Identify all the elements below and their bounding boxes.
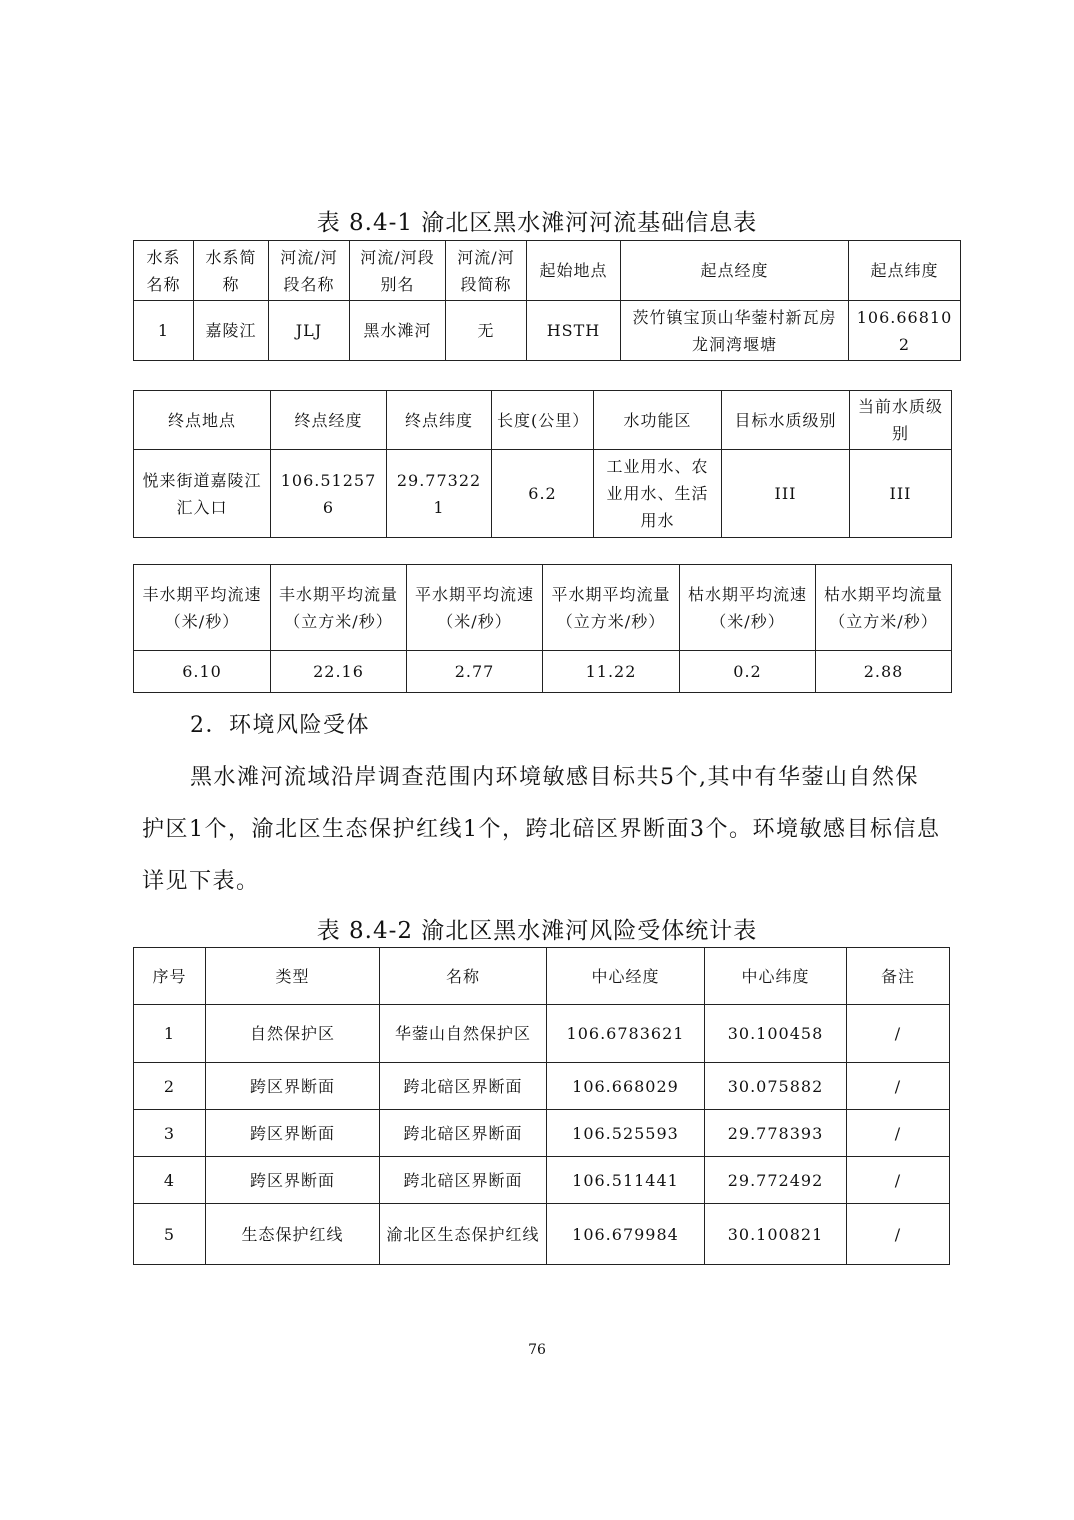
header-cell: 起始地点 <box>527 241 621 301</box>
table-cell: / <box>847 1063 950 1110</box>
table-cell: 30.100821 <box>705 1204 847 1265</box>
table-row <box>134 1157 950 1204</box>
table-cell: 自然保护区 <box>206 1005 380 1063</box>
table-cell: 无 <box>446 301 527 361</box>
table-cell: 106.512576 <box>271 450 387 538</box>
table-cell: 跨北碚区界断面 <box>380 1157 547 1204</box>
table-cell: 嘉陵江 <box>194 301 269 361</box>
table2-caption: 表 8.4-2 渝北区黑水滩河风险受体统计表 <box>316 918 758 944</box>
table1-part3 <box>133 564 952 693</box>
header-cell: 水功能区 <box>594 391 722 450</box>
header-cell: 丰水期平均流速（米/秒） <box>134 565 271 651</box>
table-cell: 29.778393 <box>705 1110 847 1157</box>
table-row <box>134 1063 950 1110</box>
header-cell: 水系名称 <box>134 241 194 301</box>
header-cell: 目标水质级别 <box>722 391 850 450</box>
table-cell: 跨区界断面 <box>206 1063 380 1110</box>
header-cell: 终点纬度 <box>387 391 492 450</box>
table-cell: 1 <box>134 301 194 361</box>
table-cell: 跨区界断面 <box>206 1110 380 1157</box>
header-cell: 水系简称 <box>194 241 269 301</box>
table-cell: 22.16 <box>271 651 407 693</box>
table-cell: 30.100458 <box>705 1005 847 1063</box>
table-cell: 29.772492 <box>705 1157 847 1204</box>
table-cell: 华蓥山自然保护区 <box>380 1005 547 1063</box>
table-cell: 2.88 <box>816 651 952 693</box>
body-paragraph: 黑水滩河流域沿岸调查范围内环境敏感目标共5个,其中有华蓥山自然保护区1个，渝北区生态保护红线1个，跨北碚区界断面3个。环境敏感目标信息详见下表。 <box>142 765 941 894</box>
table-cell: 跨北碚区界断面 <box>380 1110 547 1157</box>
header-cell: 名称 <box>380 948 547 1005</box>
table-row <box>134 1204 950 1265</box>
table-cell: 106.525593 <box>547 1110 705 1157</box>
header-cell: 序号 <box>134 948 206 1005</box>
table1-part1-header-row <box>134 241 961 301</box>
table-cell: 1 <box>134 1005 206 1063</box>
header-cell: 平水期平均流速（米/秒） <box>407 565 543 651</box>
table-cell: 30.075882 <box>705 1063 847 1110</box>
table1-part2 <box>133 390 952 538</box>
page-number: 76 <box>528 1342 546 1358</box>
table-cell: 106.511441 <box>547 1157 705 1204</box>
table-cell: JLJ <box>269 301 350 361</box>
table-cell: 茨竹镇宝顶山华蓥村新瓦房龙洞湾堰塘 <box>621 301 849 361</box>
header-cell: 丰水期平均流量（立方米/秒） <box>271 565 407 651</box>
table-cell: 生态保护红线 <box>206 1204 380 1265</box>
table-cell: 黑水滩河 <box>350 301 446 361</box>
table-cell: 悦来街道嘉陵江汇入口 <box>134 450 271 538</box>
header-cell: 终点经度 <box>271 391 387 450</box>
table-cell: 工业用水、农业用水、生活用水 <box>594 450 722 538</box>
header-cell: 起点纬度 <box>849 241 961 301</box>
table-cell: 3 <box>134 1110 206 1157</box>
table1-caption: 表 8.4-1 渝北区黑水滩河河流基础信息表 <box>316 210 758 236</box>
table-cell: 106.679984 <box>547 1204 705 1265</box>
table-row <box>134 450 952 538</box>
table-row <box>134 651 952 693</box>
header-cell: 中心经度 <box>547 948 705 1005</box>
table-cell: 5 <box>134 1204 206 1265</box>
table-cell: 4 <box>134 1157 206 1204</box>
table-cell: 106.6783621 <box>547 1005 705 1063</box>
header-cell: 当前水质级别 <box>850 391 952 450</box>
header-cell: 河流/河段名称 <box>269 241 350 301</box>
header-cell: 终点地点 <box>134 391 271 450</box>
header-cell: 起点经度 <box>621 241 849 301</box>
table-cell: III <box>722 450 850 538</box>
table-cell: 2.77 <box>407 651 543 693</box>
table-row <box>134 301 961 361</box>
header-cell: 枯水期平均流量（立方米/秒） <box>816 565 952 651</box>
header-cell: 中心纬度 <box>705 948 847 1005</box>
table-cell: III <box>850 450 952 538</box>
table1-part1 <box>133 240 961 361</box>
section-heading: 2．环境风险受体 <box>190 713 370 738</box>
header-cell: 备注 <box>847 948 950 1005</box>
table-cell: / <box>847 1157 950 1204</box>
header-cell: 河流/河段简称 <box>446 241 527 301</box>
table-cell: 2 <box>134 1063 206 1110</box>
table-cell: 11.22 <box>543 651 680 693</box>
header-cell: 枯水期平均流速（米/秒） <box>680 565 816 651</box>
header-cell: 长度(公里） <box>492 391 594 450</box>
header-cell: 河流/河段别名 <box>350 241 446 301</box>
table2 <box>133 947 950 1265</box>
table-cell: 106.668102 <box>849 301 961 361</box>
table-cell: 跨区界断面 <box>206 1157 380 1204</box>
table-cell: 跨北碚区界断面 <box>380 1063 547 1110</box>
table-cell: 渝北区生态保护红线 <box>380 1204 547 1265</box>
header-cell: 平水期平均流量（立方米/秒） <box>543 565 680 651</box>
table1-part2-header-row <box>134 391 952 450</box>
table1-part3-header-row <box>134 565 952 651</box>
table-row <box>134 1005 950 1063</box>
table-cell: HSTH <box>527 301 621 361</box>
table-cell: / <box>847 1204 950 1265</box>
table-cell: / <box>847 1110 950 1157</box>
table-row <box>134 1110 950 1157</box>
table2-header-row <box>134 948 950 1005</box>
table-cell: 6.10 <box>134 651 271 693</box>
table-cell: 106.668029 <box>547 1063 705 1110</box>
header-cell: 类型 <box>206 948 380 1005</box>
table-cell: 6.2 <box>492 450 594 538</box>
table-cell: 29.773221 <box>387 450 492 538</box>
table-cell: / <box>847 1005 950 1063</box>
table-cell: 0.2 <box>680 651 816 693</box>
